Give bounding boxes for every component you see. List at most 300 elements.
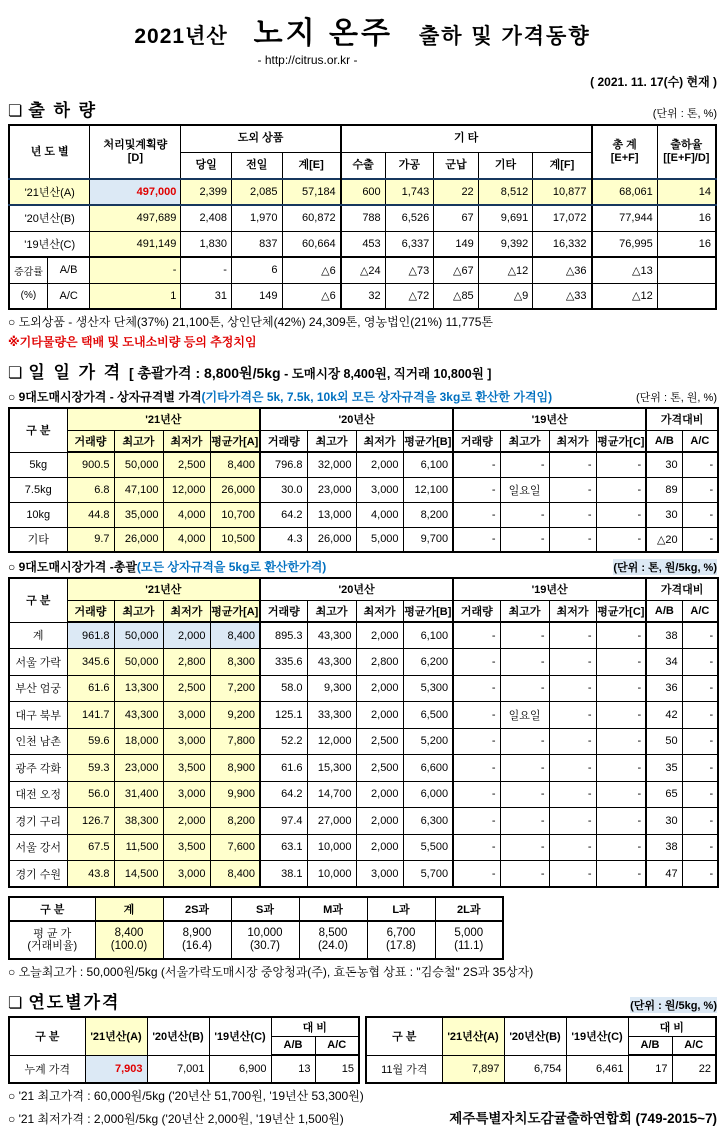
cell: 5,200 <box>403 728 453 755</box>
cell: 22 <box>434 179 478 205</box>
cell: △67 <box>434 257 478 283</box>
cell: 2,408 <box>181 205 232 231</box>
yearly-price-table-november <box>365 1016 717 1084</box>
cell: '21년산 <box>67 578 260 600</box>
cell: 최고가 <box>307 600 356 622</box>
cell: 대 비 <box>628 1017 716 1036</box>
cell: 42 <box>646 702 682 729</box>
shipment-unit-label: (단위 : 톤, %) <box>652 108 717 120</box>
cell: △12 <box>592 283 658 309</box>
cell: 32,000 <box>307 452 356 477</box>
cell <box>657 257 716 283</box>
box-price-note: (기타가격은 5k, 7.5k, 10k외 모든 상자규격을 3kg로 환산한 가격임) <box>201 390 553 404</box>
cell: 149 <box>231 283 282 309</box>
title-main: 노지 온주 <box>253 17 393 50</box>
cell: 7,200 <box>210 675 260 702</box>
cell: - <box>682 702 718 729</box>
cell: A/B <box>628 1036 672 1055</box>
min-price-note: ○ '21 최저가격 : 2,000원/5kg ('20년산 2,000원, '19년산 1,500원) <box>8 1112 344 1126</box>
cell: '20년산(B) <box>9 205 90 231</box>
cell: △33 <box>533 283 592 309</box>
cell: △72 <box>385 283 434 309</box>
cell: - <box>549 622 596 649</box>
cell: 63.1 <box>260 834 307 861</box>
cell: 최고가 <box>500 600 549 622</box>
cell: 구 분 <box>9 897 95 921</box>
cell: 거래량 <box>260 600 307 622</box>
cell: - <box>453 834 500 861</box>
cell: 구 분 <box>9 578 67 622</box>
cell: 15,300 <box>307 755 356 782</box>
cell: 837 <box>231 231 282 257</box>
cell: - <box>682 834 718 861</box>
cell: - <box>596 675 646 702</box>
cell: - <box>549 781 596 808</box>
cell: 6,700 (17.8) <box>367 921 435 959</box>
cell: - <box>453 702 500 729</box>
cell: 961.8 <box>67 622 114 649</box>
cell: 59.6 <box>67 728 114 755</box>
cell: A/C <box>47 283 89 309</box>
shipment-table-body <box>9 179 716 309</box>
cell: 50,000 <box>114 452 163 477</box>
cell: 총 계 [E+F] <box>592 125 658 179</box>
cell: △9 <box>478 283 533 309</box>
cell: 61.6 <box>67 675 114 702</box>
title-subtitle: 출하 및 가격동향 <box>418 25 591 48</box>
cell: 6,526 <box>385 205 434 231</box>
cell: 7,800 <box>210 728 260 755</box>
cell: 497,000 <box>90 179 181 205</box>
cell: A/C <box>315 1036 359 1055</box>
cell: 서울 가락 <box>9 649 67 676</box>
cell: 광주 각화 <box>9 755 67 782</box>
cell: '21년산(A) <box>442 1017 504 1055</box>
cell: - <box>596 861 646 888</box>
cell: 2,000 <box>356 781 403 808</box>
cell: 2,500 <box>356 755 403 782</box>
cell: 30.0 <box>260 477 307 502</box>
cell: 12,000 <box>307 728 356 755</box>
cell: 9,900 <box>210 781 260 808</box>
total-price-table <box>8 577 719 888</box>
cell: - <box>549 477 596 502</box>
cell: 10,000 (30.7) <box>231 921 299 959</box>
cell: - <box>453 649 500 676</box>
cell: 5,000 <box>356 527 403 552</box>
cell: - <box>596 702 646 729</box>
cell: 30 <box>646 502 682 527</box>
cell: - <box>500 781 549 808</box>
footer-row <box>8 1107 717 1127</box>
cell: 34 <box>646 649 682 676</box>
cell: 거래량 <box>260 430 307 452</box>
cell: 계[F] <box>533 152 592 179</box>
cell: 141.7 <box>67 702 114 729</box>
cell: 거래량 <box>67 600 114 622</box>
cell: 15 <box>315 1055 359 1083</box>
cell: - <box>453 527 500 552</box>
cell: 43,300 <box>307 622 356 649</box>
cell: (%) <box>9 283 47 309</box>
cell: 9,300 <box>307 675 356 702</box>
cell: 기타 <box>9 527 67 552</box>
cell: '19년산(C) <box>209 1017 271 1055</box>
cell: 14,500 <box>114 861 163 888</box>
cell: 2,000 <box>356 834 403 861</box>
cell: 2,000 <box>356 622 403 649</box>
cell: 65 <box>646 781 682 808</box>
cell: 8,500 (24.0) <box>299 921 367 959</box>
box-price-subheading <box>8 388 717 405</box>
cell: - <box>682 808 718 835</box>
cell: 기 타 <box>341 125 592 152</box>
cell: - <box>596 808 646 835</box>
report-title-row <box>8 8 717 52</box>
cell: 27,000 <box>307 808 356 835</box>
cell: 9,392 <box>478 231 533 257</box>
cell: △85 <box>434 283 478 309</box>
cell: - <box>500 834 549 861</box>
cell: 10,000 <box>307 834 356 861</box>
cell: 4,000 <box>163 502 210 527</box>
cell: 7,903 <box>85 1055 147 1083</box>
cell: '19년산 <box>453 408 646 430</box>
cell: 13,000 <box>307 502 356 527</box>
cell: 47 <box>646 861 682 888</box>
cell: 거래량 <box>453 430 500 452</box>
cell: 8,200 <box>210 808 260 835</box>
cell: 23,000 <box>307 477 356 502</box>
box-price-table-head <box>9 408 718 452</box>
cell: 4.3 <box>260 527 307 552</box>
cell: - <box>453 808 500 835</box>
grade-average-table-head <box>9 897 503 921</box>
cell: 17 <box>628 1055 672 1083</box>
title-url: - http://citrus.or.kr - <box>257 53 358 67</box>
cell: 52.2 <box>260 728 307 755</box>
cell: 491,149 <box>90 231 181 257</box>
cell: △13 <box>592 257 658 283</box>
cell: 6,300 <box>403 808 453 835</box>
cell: - <box>682 649 718 676</box>
cell: 구 분 <box>366 1017 442 1055</box>
cell: 56.0 <box>67 781 114 808</box>
cell: 평균가[C] <box>596 430 646 452</box>
cell: 가격대비 <box>646 408 718 430</box>
cell: △20 <box>646 527 682 552</box>
cell: 6,100 <box>403 622 453 649</box>
cell: - <box>453 728 500 755</box>
cell: 50 <box>646 728 682 755</box>
cell: 61.6 <box>260 755 307 782</box>
cell: 3,000 <box>163 702 210 729</box>
box-price-unit-label: (단위 : 톤, 원, %) <box>635 392 717 404</box>
cell: - <box>500 861 549 888</box>
total-price-unit-label: (단위 : 톤, 원/5kg, %) <box>613 559 717 575</box>
cell: 8,300 <box>210 649 260 676</box>
cell: 788 <box>341 205 385 231</box>
cell: 60,872 <box>282 205 341 231</box>
cell: 3,000 <box>163 781 210 808</box>
cell: 497,689 <box>90 205 181 231</box>
cell: 50,000 <box>114 649 163 676</box>
cell: 전일 <box>231 152 282 179</box>
cell: 8,400 <box>210 861 260 888</box>
cell <box>657 283 716 309</box>
cell: 처리및계획량 [D] <box>90 125 181 179</box>
cell: 평균가[A] <box>210 430 260 452</box>
yearly-price-section-heading <box>8 988 717 1013</box>
cell: 44.8 <box>67 502 114 527</box>
cell: 8,400 <box>210 452 260 477</box>
page-icon: ❏ <box>8 365 25 382</box>
cell: - <box>596 622 646 649</box>
cell: - <box>549 452 596 477</box>
max-price-note: ○ '21 최고가격 : 60,000원/5kg ('20년산 51,700원, '19년산 53,300원) <box>8 1089 364 1103</box>
title-year: 2021년산 <box>134 25 228 48</box>
yearly-price-unit-label: (단위 : 원/5kg, %) <box>630 997 717 1013</box>
cell: 수출 <box>341 152 385 179</box>
cell: 335.6 <box>260 649 307 676</box>
cell: 2,000 <box>163 622 210 649</box>
cell: - <box>453 622 500 649</box>
cell: 군납 <box>434 152 478 179</box>
cell: 57,184 <box>282 179 341 205</box>
cell: 9,700 <box>403 527 453 552</box>
cell: - <box>453 861 500 888</box>
cell: 8,400 <box>210 622 260 649</box>
cell: - <box>549 502 596 527</box>
cell: 14,700 <box>307 781 356 808</box>
cell: 13 <box>271 1055 315 1083</box>
cell: 5kg <box>9 452 67 477</box>
cell: 8,200 <box>403 502 453 527</box>
cell: 10,500 <box>210 527 260 552</box>
cell: - <box>549 834 596 861</box>
cell: 출하율 [[E+F]/D] <box>657 125 716 179</box>
cell: 5,300 <box>403 675 453 702</box>
cell: 18,000 <box>114 728 163 755</box>
cell: 8,400 (100.0) <box>95 921 163 959</box>
cell: 12,100 <box>403 477 453 502</box>
cell: 5,700 <box>403 861 453 888</box>
cell: 최저가 <box>356 430 403 452</box>
cell: 38 <box>646 834 682 861</box>
page-icon: ❏ <box>8 103 25 120</box>
cell: 38 <box>646 622 682 649</box>
cell: - <box>549 861 596 888</box>
total-price-subtitle: ○ 9대도매시장가격 -총괄(모든 상자규격을 5kg로 환산한가격) <box>8 560 327 574</box>
cell: 계 <box>9 622 67 649</box>
daily-price-summary: [ 총괄가격 : 8,800원/5kg - 도매시장 8,400원, 직거래 10,800원 ] <box>128 365 492 381</box>
cell: 11,500 <box>114 834 163 861</box>
cell: 600 <box>341 179 385 205</box>
cell: 3,000 <box>163 861 210 888</box>
cell: 453 <box>341 231 385 257</box>
cell: 35 <box>646 755 682 782</box>
cell: - <box>90 257 181 283</box>
box-price-subtitle: ○ 9대도매시장가격 - 상자규격별 가격(기타가격은 5k, 7.5k, 10k외 모든 상자규격을 3kg로 환산한 가격임) <box>8 390 553 404</box>
cell: 2,000 <box>356 675 403 702</box>
cell: 일요일 <box>500 477 549 502</box>
cell: 7.5kg <box>9 477 67 502</box>
cell: - <box>549 808 596 835</box>
cell: '20년산 <box>260 408 453 430</box>
cell: - <box>682 861 718 888</box>
cell: '20년산(B) <box>504 1017 566 1055</box>
cell: - <box>682 452 718 477</box>
cell: 2,500 <box>163 452 210 477</box>
cell: 59.3 <box>67 755 114 782</box>
cell: 10,877 <box>533 179 592 205</box>
yearly-price-table-cumulative <box>8 1016 360 1084</box>
cell: - <box>682 781 718 808</box>
cell: 43.8 <box>67 861 114 888</box>
cell: 38,300 <box>114 808 163 835</box>
cell: 12,000 <box>163 477 210 502</box>
cell: - <box>682 755 718 782</box>
cell: 1,743 <box>385 179 434 205</box>
cell: - <box>682 527 718 552</box>
cell: 58.0 <box>260 675 307 702</box>
cell: 서울 강서 <box>9 834 67 861</box>
cell: 부산 엄궁 <box>9 675 67 702</box>
cell: 2,500 <box>356 728 403 755</box>
cell: '21년산(A) <box>9 179 90 205</box>
cell: 6,337 <box>385 231 434 257</box>
cell: 계[E] <box>282 152 341 179</box>
cell: 6,100 <box>403 452 453 477</box>
cell: - <box>549 755 596 782</box>
cell: - <box>500 808 549 835</box>
grade-average-table <box>8 896 504 960</box>
cell: 38.1 <box>260 861 307 888</box>
cell: 2,800 <box>163 649 210 676</box>
cell: 거래량 <box>453 600 500 622</box>
cell: 경기 수원 <box>9 861 67 888</box>
cell: 17,072 <box>533 205 592 231</box>
cell: 149 <box>434 231 478 257</box>
cell: 9,200 <box>210 702 260 729</box>
yearly-cumulative-head <box>9 1017 359 1055</box>
yearly-november-head <box>366 1017 716 1055</box>
cell: 3,500 <box>163 834 210 861</box>
cell: - <box>682 622 718 649</box>
daily-price-section-heading <box>8 358 717 383</box>
cell: - <box>500 755 549 782</box>
cell: 10kg <box>9 502 67 527</box>
cell: - <box>500 452 549 477</box>
cell: 89 <box>646 477 682 502</box>
cell: 26,000 <box>114 527 163 552</box>
cell: 64.2 <box>260 781 307 808</box>
cell: 기타 <box>478 152 533 179</box>
cell: 최고가 <box>307 430 356 452</box>
cell: 2,399 <box>181 179 232 205</box>
cell: '21년산 <box>67 408 260 430</box>
cell: 3,000 <box>356 861 403 888</box>
total-price-table-body <box>9 622 718 887</box>
cell: 126.7 <box>67 808 114 835</box>
cell: 최저가 <box>356 600 403 622</box>
cell: 796.8 <box>260 452 307 477</box>
cell: - <box>596 728 646 755</box>
cell: 당일 <box>181 152 232 179</box>
cell: 97.4 <box>260 808 307 835</box>
cell: M과 <box>299 897 367 921</box>
cell: - <box>682 675 718 702</box>
cell: 68,061 <box>592 179 658 205</box>
cell: 10,700 <box>210 502 260 527</box>
cell: 10,000 <box>307 861 356 888</box>
daily-price-title: ❏ 일 일 가 격 [ 총괄가격 : 8,800원/5kg - 도매시장 8,400원, 직거래 10,800원 ] <box>8 363 492 382</box>
cell: - <box>500 649 549 676</box>
cell: 22 <box>672 1055 716 1083</box>
report-date: ( 2021. 11. 17(수) 현재 ) <box>590 75 717 89</box>
cell: 33,300 <box>307 702 356 729</box>
cell: 2,000 <box>356 702 403 729</box>
cell: 최고가 <box>114 430 163 452</box>
cell: 26,000 <box>307 527 356 552</box>
shipment-table-head <box>9 125 716 179</box>
shipment-note: ○ 도외상품 - 생산자 단체(37%) 21,100톤, 상인단체(42%) 24,309톤, 영농법인(21%) 11,775톤 <box>8 315 494 329</box>
cell: A/B <box>646 600 682 622</box>
cell: - <box>453 675 500 702</box>
cell: 16 <box>657 205 716 231</box>
cell: 125.1 <box>260 702 307 729</box>
cell: 4,000 <box>163 527 210 552</box>
cell: 평균가[B] <box>403 600 453 622</box>
cell: '19년산(C) <box>9 231 90 257</box>
cell: - <box>453 755 500 782</box>
yearly-november-body <box>366 1055 716 1083</box>
total-price-subheading <box>8 558 717 575</box>
total-price-table-head <box>9 578 718 622</box>
cell: 7,600 <box>210 834 260 861</box>
cell: - <box>453 477 500 502</box>
cell: - <box>181 257 232 283</box>
cell: - <box>453 502 500 527</box>
total-price-note: (모든 상자규격을 5kg로 환산한가격) <box>136 560 327 574</box>
cell: 31,400 <box>114 781 163 808</box>
cell: - <box>596 502 646 527</box>
cell: 6,200 <box>403 649 453 676</box>
cell: 16,332 <box>533 231 592 257</box>
cell: 60,664 <box>282 231 341 257</box>
cell: 6 <box>231 257 282 283</box>
cell: 구 분 <box>9 408 67 452</box>
shipment-title: ❏ 출 하 량 <box>8 101 98 120</box>
cell: 14 <box>657 179 716 205</box>
cell: △12 <box>478 257 533 283</box>
cell: '21년산(A) <box>85 1017 147 1055</box>
cell: 7,897 <box>442 1055 504 1083</box>
today-high-note: ○ 오늘최고가 : 50,000원/5kg (서울가락도매시장 중앙청과(주), 효돈농협 상표 : "김승철" 2S과 35상자) <box>8 965 534 979</box>
page-icon: ❏ <box>8 995 25 1012</box>
cell: 대전 오정 <box>9 781 67 808</box>
cell: 대구 북부 <box>9 702 67 729</box>
cell: 50,000 <box>114 622 163 649</box>
cell: - <box>596 527 646 552</box>
cell: - <box>500 675 549 702</box>
cell: 6,900 <box>209 1055 271 1083</box>
cell: 31 <box>181 283 232 309</box>
cell: A/C <box>672 1036 716 1055</box>
cell: 11월 가격 <box>366 1055 442 1083</box>
cell: '19년산 <box>453 578 646 600</box>
yearly-price-tables <box>8 1016 717 1084</box>
